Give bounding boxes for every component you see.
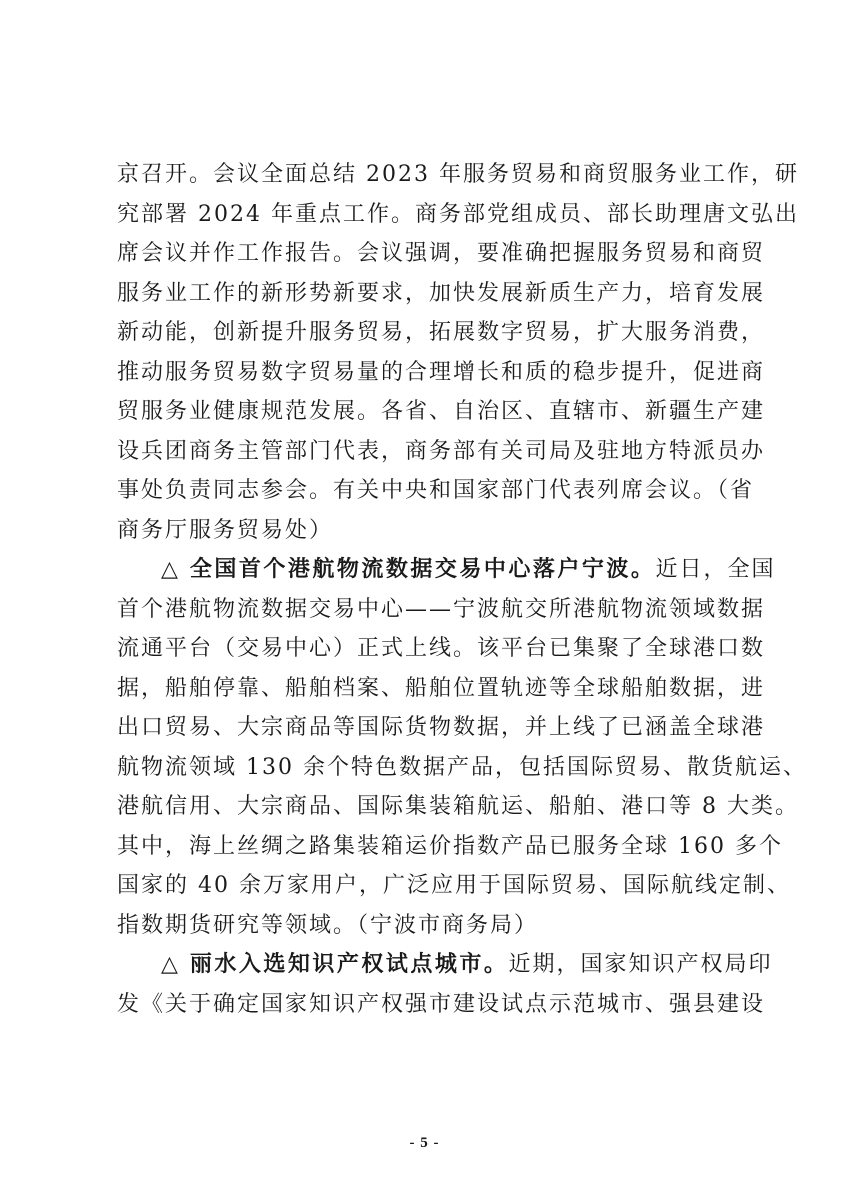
- text-line: 究部署 2024 年重点工作。商务部党组成员、部长助理唐文弘出: [117, 201, 799, 227]
- triangle-bullet-icon: △: [161, 557, 180, 582]
- text-line: 事处负责同志参会。有关中央和国家部门代表列席会议。（省: [117, 478, 755, 503]
- text-span: 近日，全国: [655, 557, 776, 582]
- text-line: 指数期货研究等领域。（宁波市商务局）: [117, 912, 539, 938]
- text-line: 京召开。会议全面总结 2023 年服务贸易和商贸服务业工作，研: [117, 162, 799, 187]
- text-line: 商务厅服务贸易处）: [117, 517, 334, 543]
- news-headline: 丽水入选知识产权试点城市。: [189, 952, 509, 977]
- text-line: 发《关于确定国家知识产权强市建设试点示范城市、强县建设: [117, 991, 766, 1017]
- text-line: 新动能，创新提升服务贸易，拓展数字贸易，扩大服务消费，: [117, 320, 766, 345]
- document-body: [117, 155, 807, 1024]
- paragraph-first-line: [117, 945, 773, 985]
- text-line: 流通平台（交易中心）正式上线。该平台已集聚了全球港口数: [117, 636, 766, 661]
- text-line: 港航信用、大宗商品、国际集装箱航运、船舶、港口等 8 大类。: [117, 794, 799, 819]
- paragraph-meeting: [117, 155, 799, 550]
- text-line: 据，船舶停靠、船舶档案、船舶位置轨迹等全球船舶数据，进: [117, 675, 766, 701]
- text-line: 贸服务业健康规范发展。各省、自治区、直辖市、新疆生产建: [117, 399, 766, 424]
- news-headline: 全国首个港航物流数据交易中心落户宁波。: [189, 557, 656, 582]
- triangle-bullet-icon: △: [161, 952, 180, 977]
- text-line: 设兵团商务主管部门代表，商务部有关司局及驻地方特派员办: [117, 438, 766, 464]
- paragraph-first-line: [117, 550, 776, 590]
- text-line: 席会议并作工作报告。会议强调，要准确把握服务贸易和商贸: [117, 241, 766, 266]
- text-line: 国家的 40 余万家用户，广泛应用于国际贸易、国际航线定制、: [117, 873, 791, 898]
- paragraph-lishui-ip-pilot: [117, 945, 773, 1024]
- text-line: 航物流领域 130 余个特色数据产品，包括国际贸易、散货航运、: [117, 754, 807, 780]
- text-line: 首个港航物流数据交易中心——宁波航交所港航物流领域数据: [117, 596, 766, 622]
- paragraph-ningbo-data-exchange: [117, 550, 807, 945]
- text-span: 近期，国家知识产权局印: [508, 952, 773, 977]
- text-line: 其中，海上丝绸之路集装箱运价指数产品已服务全球 160 多个: [117, 833, 783, 859]
- text-line: 服务业工作的新形势新要求，加快发展新质生产力，培育发展: [117, 280, 766, 306]
- page-number: - 5 -: [409, 1135, 440, 1151]
- text-line: 推动服务贸易数字贸易量的合理增长和质的稳步提升，促进商: [117, 359, 766, 385]
- text-line: 出口贸易、大宗商品等国际货物数据，并上线了已涵盖全球港: [117, 715, 766, 740]
